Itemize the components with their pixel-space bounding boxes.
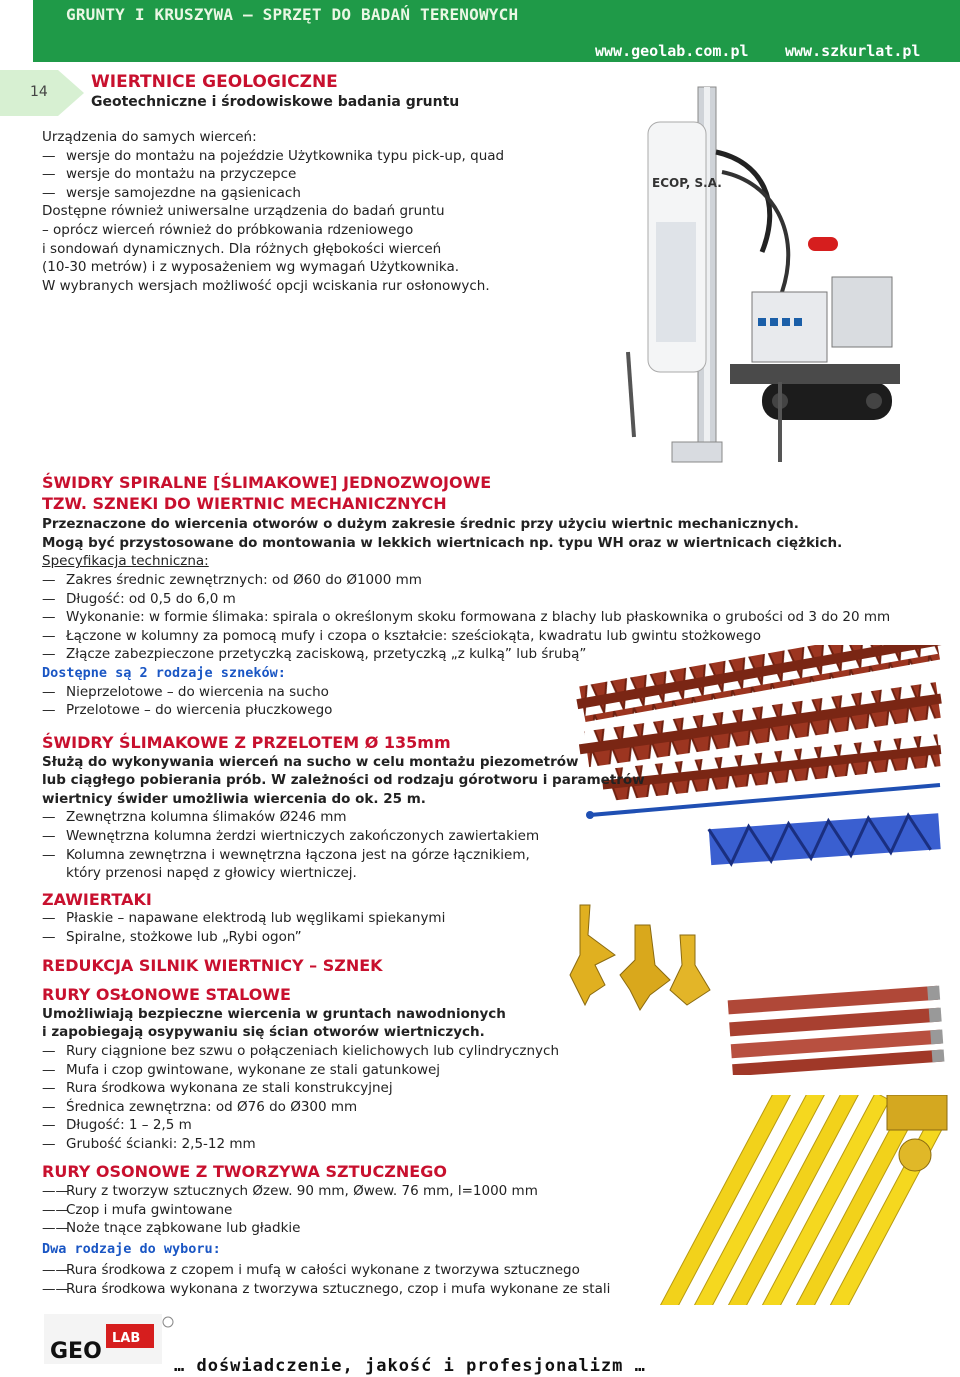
intro-line: Urządzenia do samych wierceń:	[42, 129, 257, 145]
hollow-desc: wiertnicy świder umożliwia wiercenia do ok. 25 m.	[42, 790, 426, 807]
augers-title-1: ŚWIDRY SPIRALNE [ŚLIMAKOWE] JEDNOZWOJOWE	[42, 473, 492, 492]
augers-desc-2: Mogą być przystosowane do montowania w lekkich wiertnicach np. typu WH oraz w wiertnicach ciężkich.	[42, 534, 843, 551]
augers-type: Nieprzelotowe – do wiercenia na sucho	[66, 683, 329, 700]
plastic-choice: Rura środkowa wykonana z tworzywa sztucznego, czop i mufa wykonane ze stali	[66, 1281, 611, 1298]
bits-item: Płaskie – napawane elektrodą lub węglikami spiekanymi	[66, 910, 446, 927]
augers-type: Przelotowe – do wiercenia płuczkowego	[66, 702, 333, 719]
header-url-geolab[interactable]: www.geolab.com.pl	[595, 42, 749, 60]
hollow-desc: Służą do wykonywania wierceń na sucho w celu montażu piezometrów	[42, 753, 579, 770]
steel-desc: i zapobiegają osypywaniu się ścian otworów wiertniczych.	[42, 1024, 485, 1041]
steel-title: RURY OSŁONOWE STALOWE	[42, 985, 291, 1005]
steel-desc: Umożliwiają bezpieczne wiercenia w gruntach nawodnionych	[42, 1005, 506, 1022]
augers-types-label: Dostępne są 2 rodzaje szneków:	[42, 664, 286, 681]
drill-bits-image	[560, 895, 720, 1020]
rig-label: ECOP, S.A.	[652, 176, 722, 190]
intro-line: W wybranych wersjach możliwość opcji wciskania rur osłonowych.	[42, 277, 490, 294]
hollow-item: Kolumna zewnętrzna i wewnętrzna łączona jest na górze łącznikiem,	[66, 846, 530, 863]
geolab-logo	[44, 1314, 174, 1369]
augers-desc-1: Przeznaczone do wiercenia otworów o dużym zakresie średnic przy użyciu wiertnic mechanicznych.	[42, 516, 799, 533]
augers-spec: Długość: od 0,5 do 6,0 m	[66, 590, 236, 607]
intro-line: i sondowań dynamicznych. Dla różnych głębokości wierceń	[42, 240, 442, 257]
plastic-choice: Rura środkowa z czopem i mufą w całości wykonane z tworzywa sztucznego	[66, 1262, 580, 1279]
plastic-item: Rury z tworzyw sztucznych Øzew. 90 mm, Øwew. 76 mm, l=1000 mm	[66, 1183, 538, 1200]
header-url-szkurlat[interactable]: www.szkurlat.pl	[785, 42, 921, 60]
svg-text:LAB: LAB	[112, 1331, 141, 1346]
hollow-augers-section: ŚWIDRY ŚLIMAKOWE Z PRZELOTEM Ø 135mm Służą do wykonywania wierceń na sucho w celu montażu piezometrów lub ciągłego pobierania prób. W zależności od rodzaju górotworu i parametrów wiertnicy świder umożliwia wiercenia do ok. 25 m. — Zewnętrzna kolumna ślimaków Ø246 mm — Wewnętrzna kolumna żerdzi wiertniczych zakończonych zawiertakiem — Kolumna zewnętrzna i wewnętrzna łączona jest na górze łącznikiem, który przenosi napęd z głowicy wiertniczej. ZAWIERTAKI — Płaskie – napawane elektrodą lub węglikami spiekanymi — Spiralne, stożkowe lub „Rybi ogon” REDUKCJA SILNIK WIERTNICY – SZNEK RURY OSŁONOWE STALOWE Umożliwiają bezpieczne wiercenia w gruntach nawodnionych i zapobiegają osypywaniu się ścian otworów wiertniczych. — Rury ciągnione bez szwu o połączeniach kielichowych lub cylindrycznych — Mufa i czop gwintowane, wykonane ze stali gatunkowej — Rura środkowa wykonana ze stali konstrukcyjnej — Średnica zewnętrzna: od Ø76 do Ø300 mm — Długość: 1 – 2,5 m — Grubość ścianki: 2,5-12 mm RURY OSONOWE Z TWORZYWA SZTUCZNEGO ——Rury z tworzyw sztucznych Øzew. 90 mm, Øwew. 76 mm, l=1000 mm ——Czop i mufa gwintowane ——Noże tnące ząbkowane lub gładkie Dwa rodzaje do wyboru: ——Rura środkowa z czopem i mufą w całości wykonane z tworzywa sztucznego ——Rura środkowa wykonana z tworzywa sztucznego, czop i mufa wykonane ze stali	[42, 733, 645, 1298]
steel-item: Rury ciągnione bez szwu o połączeniach kielichowych lub cylindrycznych	[66, 1042, 560, 1059]
augers-spec: Łączone w kolumny za pomocą mufy i czopa o kształcie: sześciokąta, kwadratu lub gwintu stożkowego	[66, 627, 761, 644]
steel-item: Grubość ścianki: 2,5-12 mm	[66, 1135, 256, 1152]
drilling-rig-image	[612, 82, 912, 482]
header-title: GRUNTY I KRUSZYWA – SPRZĘT DO BADAŃ TERENOWYCH	[66, 5, 519, 24]
steel-item: Długość: 1 – 2,5 m	[66, 1117, 192, 1134]
plastic-item: Noże tnące ząbkowane lub gładkie	[66, 1220, 301, 1237]
page-number: 14	[30, 84, 48, 100]
hollow-item: Wewnętrzna kolumna żerdzi wiertniczych zakończonych zawiertakiem	[66, 827, 540, 844]
augers-spec: Złącze zabezpieczone przetyczką zaciskową, przetyczką „z kulką” lub śrubą”	[66, 646, 587, 663]
steel-item: Średnica zewnętrzna: od Ø76 do Ø300 mm	[66, 1098, 358, 1115]
header-bar	[33, 0, 960, 62]
bits-item: Spiralne, stożkowe lub „Rybi ogon”	[66, 928, 302, 945]
geolab-logo-icon	[44, 1314, 174, 1369]
footer-slogan: … doświadczenie, jakość i profesjonalizm …	[174, 1356, 646, 1376]
hollow-item-cont: który przenosi napęd z głowicy wiertniczej.	[66, 865, 357, 882]
reduction-title: REDUKCJA SILNIK WIERTNICY – SZNEK	[42, 955, 383, 975]
steel-casing-image	[720, 985, 950, 1075]
page-number-tab	[0, 70, 84, 116]
bits-title: ZAWIERTAKI	[42, 889, 152, 909]
intro-line: Dostępne również uniwersalne urządzenia do badań gruntu	[42, 203, 445, 220]
hollow-item: Zewnętrzna kolumna ślimaków Ø246 mm	[66, 809, 347, 826]
augers-spec-label: Specyfikacja techniczna:	[42, 553, 209, 570]
augers-section: ŚWIDRY SPIRALNE [ŚLIMAKOWE] JEDNOZWOJOWE TZW. SZNEKI DO WIERTNIC MECHANICZNYCH Przeznaczone do wiercenia otworów o dużym zakresie średnic przy użyciu wiertnic mechanicznych. Mogą być przystosowane do montowania w lekkich wiertnicach np. typu WH oraz w wiertnicach ciężkich. Specyfikacja techniczna: — Zakres średnic zewnętrznych: od Ø60 do Ø1000 mm — Długość: od 0,5 do 6,0 m — Wykonanie: w formie ślimaka: spirala o określonym skoku formowana z blachy lub płaskownika o grubości od 3 do 20 mm — Łączone w kolumny za pomocą mufy i czopa o kształcie: sześciokąta, kwadratu lub gwintu stożkowego — Złącze zabezpieczone przetyczką zaciskową, przetyczką „z kulką” lub śrubą” Dostępne są 2 rodzaje szneków: — Nieprzelotowe – do wiercenia na sucho — Przelotowe – do wiercenia płuczkowego	[42, 473, 891, 719]
svg-text:GEO: GEO	[50, 1339, 102, 1364]
section-subtitle: Geotechniczne i środowiskowe badania gruntu	[91, 94, 460, 110]
plastic-casing-image	[625, 1095, 955, 1305]
augers-spec: Wykonanie: w formie ślimaka: spirala o określonym skoku formowana z blachy lub płaskownika o grubości od 3 do 20 mm	[66, 609, 891, 626]
plastic-item: Czop i mufa gwintowane	[66, 1201, 233, 1218]
augers-title-2: TZW. SZNEKI DO WIERTNIC MECHANICZNYCH	[42, 493, 447, 513]
intro-line: wersje do montażu na pojeździe Użytkownika typu pick-up, quad	[66, 147, 505, 164]
hollow-desc: lub ciągłego pobierania prób. W zależności od rodzaju górotworu i parametrów	[42, 772, 645, 789]
intro-line: (10-30 metrów) i z wyposażeniem wg wymagań Użytkownika.	[42, 259, 460, 276]
steel-item: Rura środkowa wykonana ze stali konstrukcyjnej	[66, 1080, 393, 1097]
hollow-title: ŚWIDRY ŚLIMAKOWE Z PRZELOTEM Ø 135mm	[42, 733, 451, 752]
plastic-title: RURY OSONOWE Z TWORZYWA SZTUCZNEGO	[42, 1162, 447, 1182]
intro-line: – oprócz wierceń również do próbkowania rdzeniowego	[42, 221, 414, 238]
section-title: WIERTNICE GEOLOGICZNE	[91, 72, 338, 92]
intro-line: wersje do montażu na przyczepce	[66, 166, 297, 183]
plastic-choice-label: Dwa rodzaje do wyboru:	[42, 1240, 221, 1257]
intro-text: Urządzenia do samych wierceń: — wersje do montażu na pojeździe Użytkownika typu pick-up, quad — wersje do montażu na przyczepce — wersje samojezdne na gąsienicach Dostępne również uniwersalne urządzenia do badań gruntu – oprócz wierceń również do próbkowania rdzeniowego i sondowań dynamicznych. Dla różnych głębokości wierceń (10-30 metrów) i z wyposażeniem wg wymagań Użytkownika. W wybranych wersjach możliwość opcji wciskania rur osłonowych.	[42, 129, 505, 294]
steel-item: Mufa i czop gwintowane, wykonane ze stali gatunkowej	[66, 1061, 441, 1078]
intro-line: wersje samojezdne na gąsienicach	[66, 184, 301, 201]
augers-spec: Zakres średnic zewnętrznych: od Ø60 do Ø1000 mm	[66, 571, 422, 588]
